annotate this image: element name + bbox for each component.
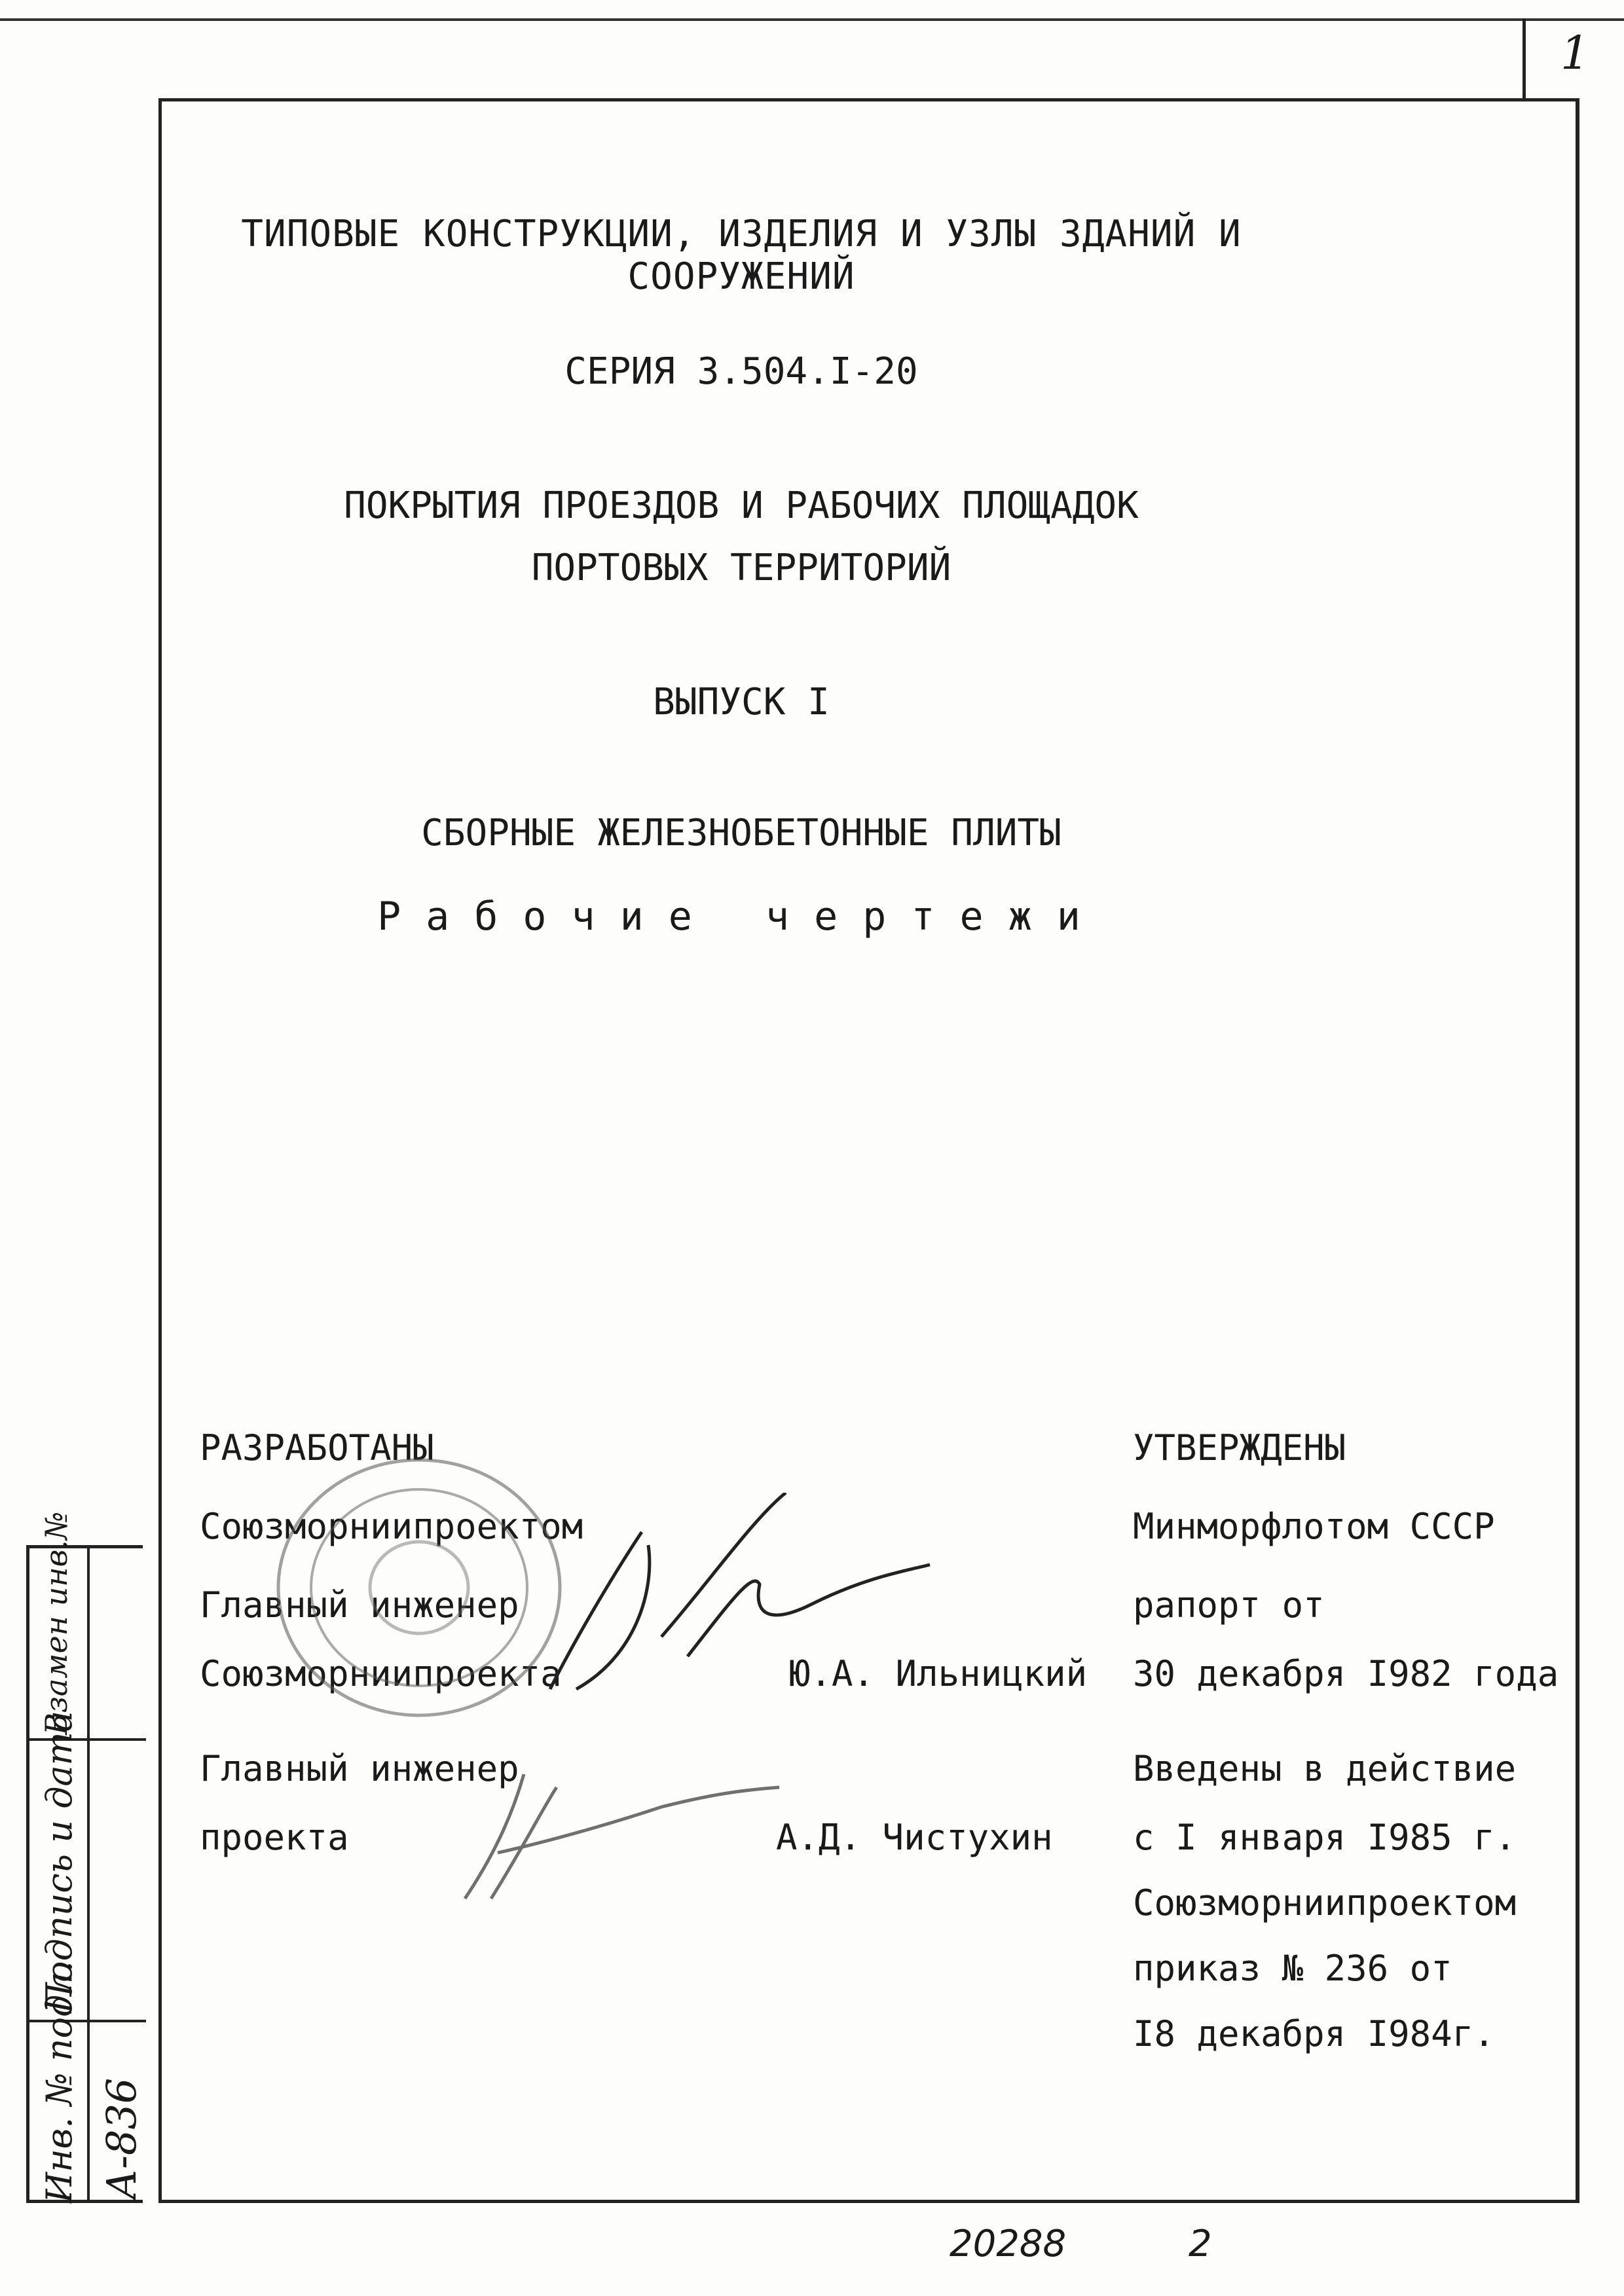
sign-label: Подпись и дата — [39, 1711, 80, 2013]
approved-heading: УТВЕРЖДЕНЫ — [1133, 1427, 1346, 1468]
chief-engineer-org: Союзморниипроекта — [200, 1653, 562, 1694]
signature-2 — [452, 1761, 792, 1912]
developed-heading: РАЗРАБОТАНЫ — [200, 1427, 434, 1468]
chief-engineer-label: Главный инженер — [200, 1584, 519, 1626]
inv-label: Инв. № подл. — [39, 1961, 80, 2203]
effective-line-4: приказ № 236 от — [1133, 1948, 1452, 1989]
title-line-2: ПОРТОВЫХ ТЕРРИТОРИЙ — [531, 547, 951, 589]
top-border-line — [0, 18, 1624, 21]
footer-number: 20288 — [950, 2223, 1067, 2265]
replace-label: Взамен инв.№ — [39, 1511, 74, 1735]
sidebar-divider — [87, 1548, 90, 2203]
effective-line-1: Введены в действие — [1133, 1748, 1517, 1789]
footer-sheet: 2 — [1189, 2223, 1212, 2265]
report-date: 30 декабря I982 года — [1133, 1653, 1559, 1694]
report-label: рапорт от — [1133, 1584, 1325, 1626]
signature-1 — [537, 1493, 943, 1715]
project-engineer-role: проекта — [200, 1817, 349, 1858]
series-number: СЕРИЯ 3.504.I-20 — [564, 350, 918, 393]
project-engineer-label: Главный инженер — [200, 1748, 519, 1789]
developed-org: Союзморниипроектом — [200, 1506, 583, 1547]
effective-line-3: Союзморниипроектом — [1133, 1882, 1517, 1923]
person-1-name: Ю.А. Ильницкий — [789, 1653, 1088, 1694]
inv-value: А-836 — [98, 2077, 145, 2200]
subtitle: СБОРНЫЕ ЖЕЛЕЗНОБЕТОННЫЕ ПЛИТЫ — [421, 812, 1061, 854]
sidebar-stamp-table — [26, 1511, 145, 2203]
header-line: ТИПОВЫЕ КОНСТРУКЦИИ, ИЗДЕЛИЯ И УЗЛЫ ЗДАНИЙ И СООРУЖЕНИЙ — [241, 213, 1242, 298]
drawings-label: Рабочие чертежи — [377, 894, 1105, 939]
effective-line-2: с I января I985 г. — [1133, 1817, 1517, 1858]
title-line-1: ПОКРЫТИЯ ПРОЕЗДОВ И РАБОЧИХ ПЛОЩАДОК — [344, 484, 1139, 527]
organization-stamp — [262, 1444, 576, 1732]
approved-by: Минморфлотом СССР — [1133, 1506, 1495, 1547]
person-2-name: А.Д. Чистухин — [776, 1817, 1053, 1858]
issue-label: ВЫПУСК I — [653, 681, 830, 723]
page-number: 1 — [1560, 26, 1590, 80]
effective-line-5: I8 декабря I984г. — [1133, 2013, 1495, 2054]
